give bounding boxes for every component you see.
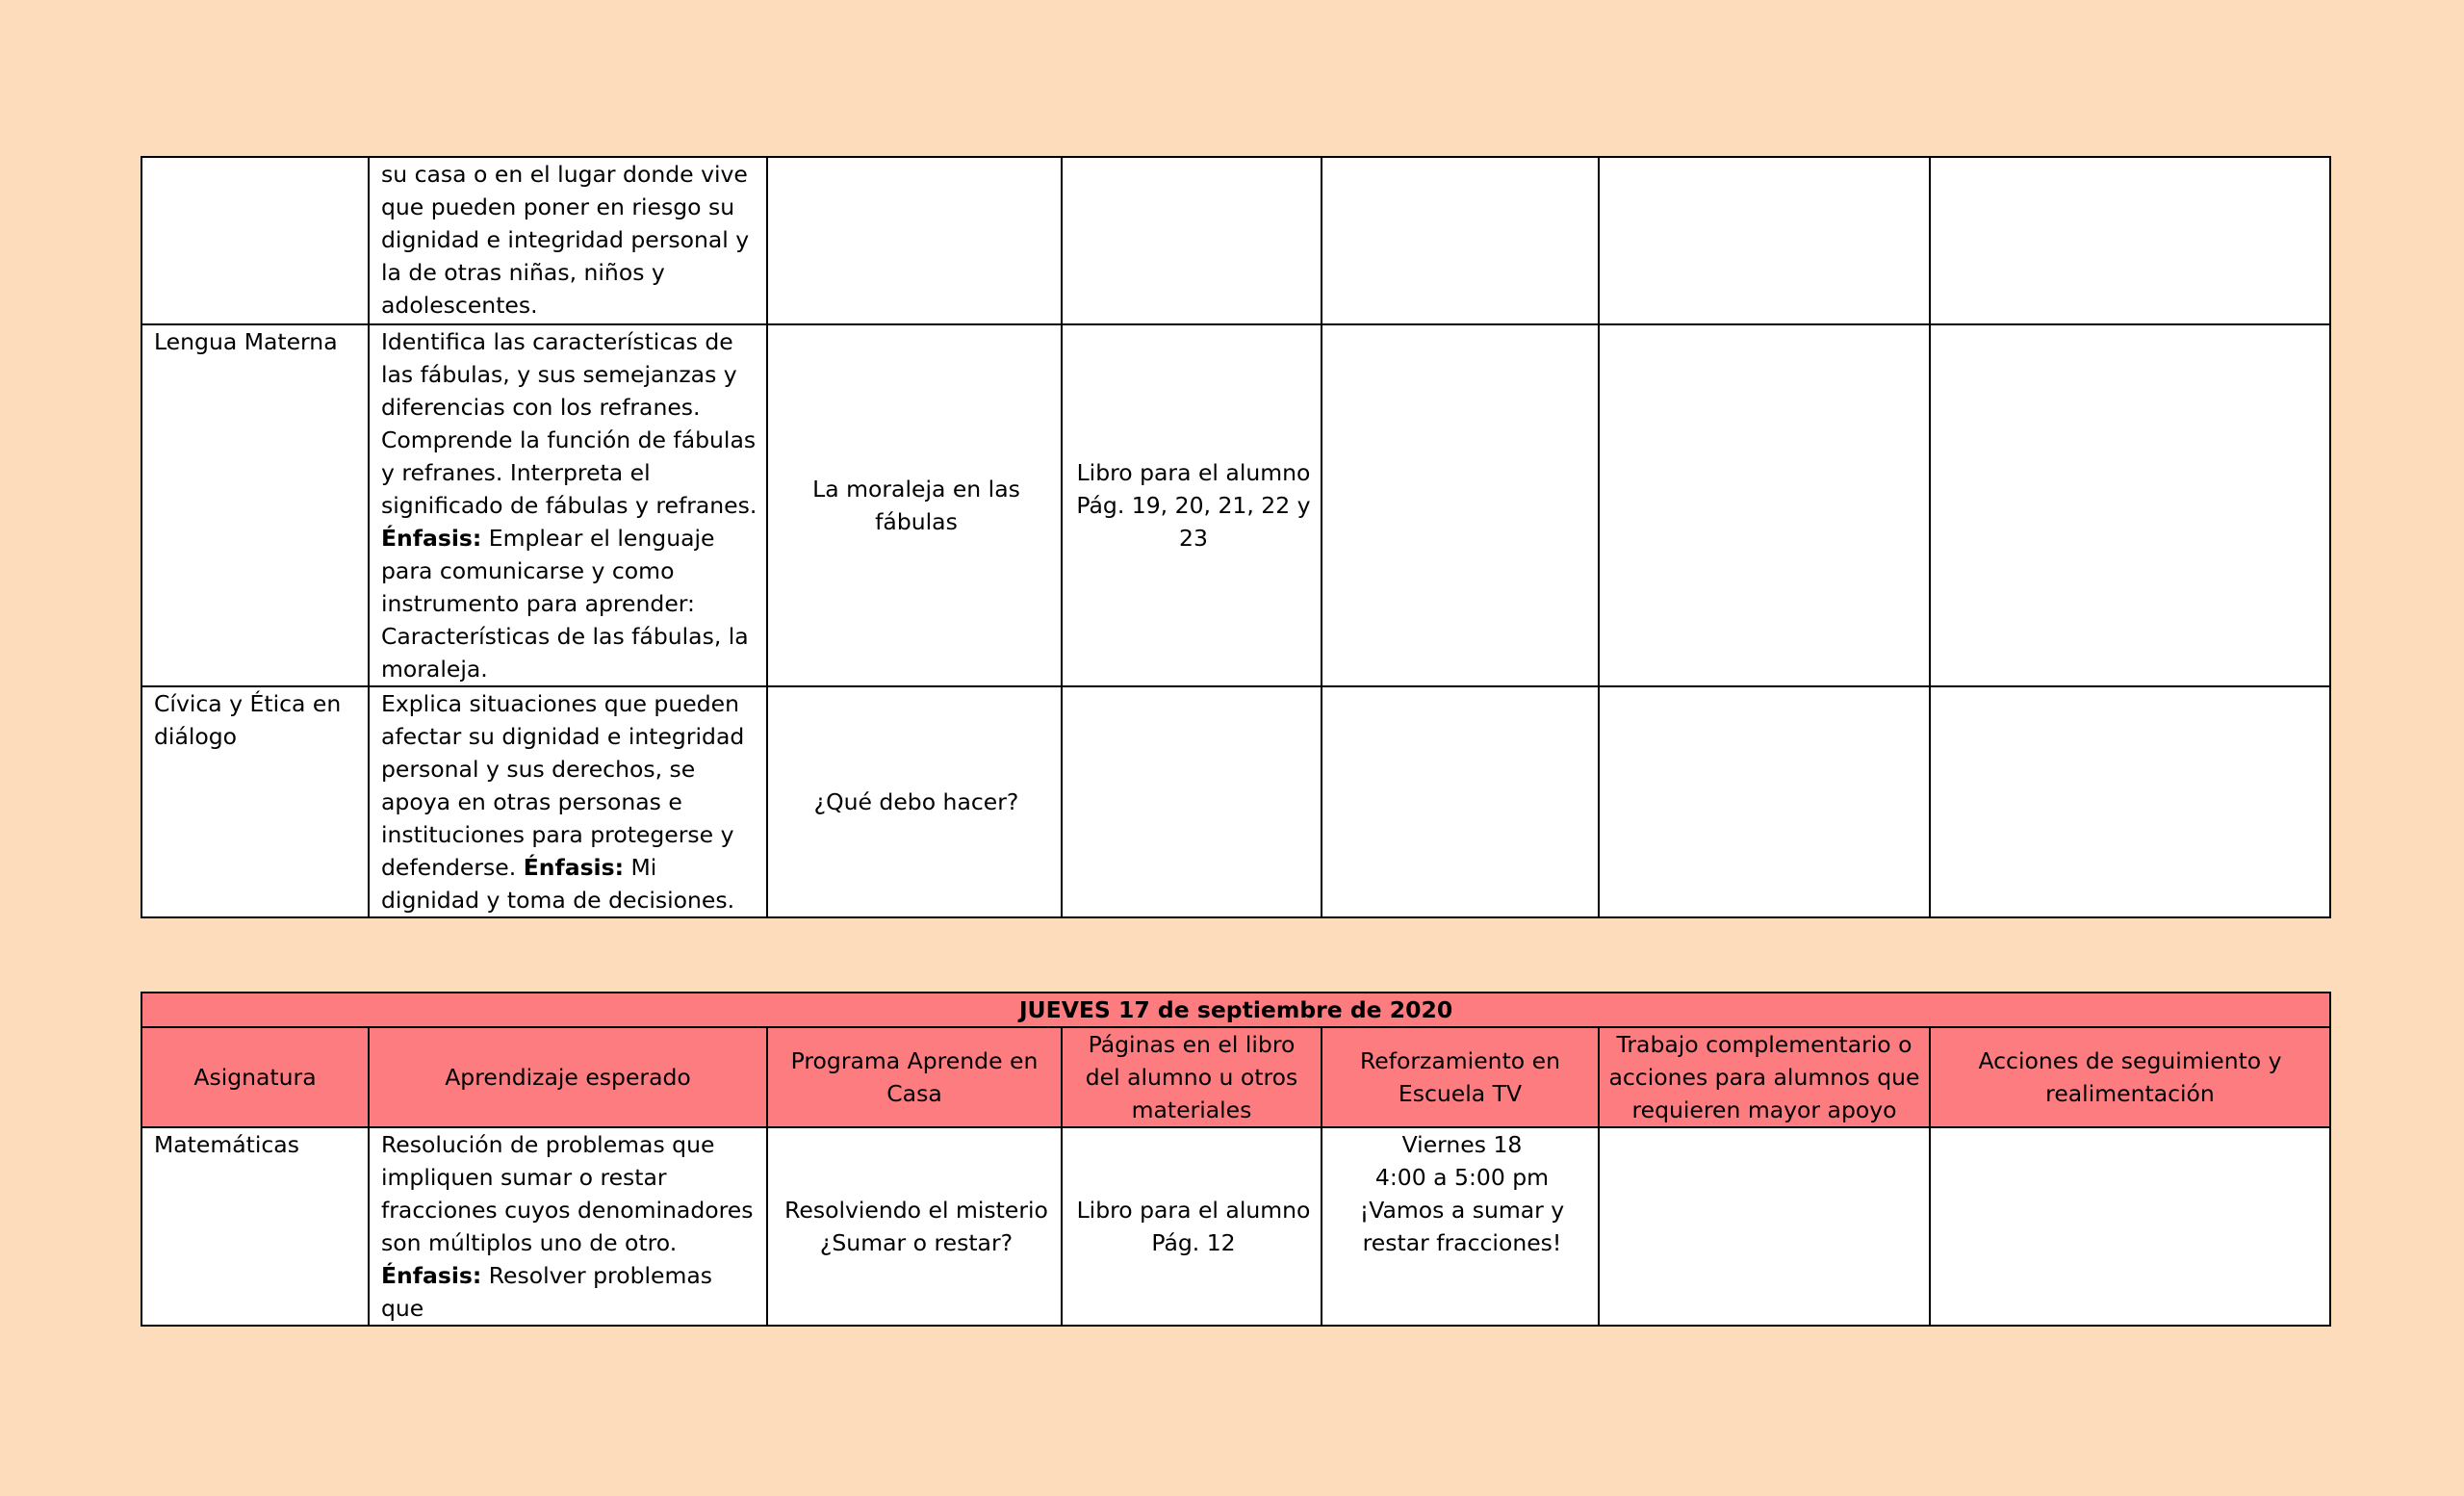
pages-cell: Libro para el alumno Pág. 19, 20, 21, 22 y 23 <box>1062 324 1322 686</box>
program-cell: Resolviendo el misterio ¿Sumar o restar? <box>767 1127 1062 1326</box>
reinforcement-time: 4:00 a 5:00 pm <box>1374 1164 1550 1191</box>
table-header-row <box>141 1027 2330 1127</box>
learning-cell <box>369 686 767 917</box>
complementary-cell <box>1599 157 1930 324</box>
program-cell: La moraleja en las fábulas <box>767 324 1062 686</box>
header-learning: Aprendizaje esperado <box>369 1027 767 1127</box>
emphasis-text: Resolver problemas que <box>381 1262 713 1322</box>
emphasis-label: Énfasis: <box>381 525 482 552</box>
reinforcement-cell <box>1322 1127 1599 1326</box>
subject-cell: Cívica y Ética en diálogo <box>141 686 369 917</box>
table-title-row <box>141 993 2330 1027</box>
followup-cell <box>1930 1127 2330 1326</box>
followup-cell <box>1930 157 2330 324</box>
subject-cell <box>141 157 369 324</box>
emphasis-text: Mi dignidad y toma de decisiones. <box>381 854 735 914</box>
table-row <box>141 1127 2330 1326</box>
header-reinforcement: Reforzamiento en Escuela TV <box>1322 1027 1599 1127</box>
pages-cell <box>1062 157 1322 324</box>
emphasis-label: Énfasis: <box>381 1262 482 1289</box>
learning-text: Resolución de problemas que impliquen sumar o restar fracciones cuyos denominadores son múltiplos uno de otro. <box>381 1131 754 1256</box>
subject-cell: Matemáticas <box>141 1127 369 1326</box>
header-program: Programa Aprende en Casa <box>767 1027 1062 1127</box>
header-pages: Páginas en el libro del alumno u otros materiales <box>1062 1027 1322 1127</box>
learning-cell <box>369 1127 767 1326</box>
table-title: JUEVES 17 de septiembre de 2020 <box>141 993 2330 1027</box>
reinforcement-cell <box>1322 157 1599 324</box>
pages-cell: Libro para el alumno Pág. 12 <box>1062 1127 1322 1326</box>
complementary-cell <box>1599 324 1930 686</box>
program-cell: ¿Qué debo hacer? <box>767 686 1062 917</box>
reinforcement-day: Viernes 18 <box>1401 1131 1523 1158</box>
header-complementary: Trabajo complementario o acciones para alumnos que requieren mayor apoyo <box>1599 1027 1930 1127</box>
table-row <box>141 324 2330 686</box>
header-subject: Asignatura <box>141 1027 369 1127</box>
header-followup: Acciones de seguimiento y realimentación <box>1930 1027 2330 1127</box>
learning-text: su casa o en el lugar donde vive que pueden poner en riesgo su dignidad e integridad personal y la de otras niñas, niños y adolescentes. <box>381 161 750 319</box>
complementary-cell <box>1599 1127 1930 1326</box>
reinforcement-cell <box>1322 686 1599 917</box>
followup-cell <box>1930 324 2330 686</box>
schedule-table-continuation <box>141 156 2331 918</box>
emphasis-text: Emplear el lenguaje para comunicarse y como instrumento para aprender: Características de las fábulas, la moraleja. <box>381 525 749 683</box>
learning-text: Identifica las características de las fábulas, y sus semejanzas y diferencias con los refranes. Comprende la función de fábulas y refranes. Interpreta el significado de fábulas y refranes. <box>381 328 757 519</box>
learning-cell <box>369 157 767 324</box>
emphasis-label: Énfasis: <box>523 854 624 881</box>
learning-cell <box>369 324 767 686</box>
reinforcement-title: ¡Vamos a sumar y restar fracciones! <box>1359 1197 1565 1256</box>
table-row <box>141 686 2330 917</box>
program-cell <box>767 157 1062 324</box>
table-row <box>141 157 2330 324</box>
pages-cell <box>1062 686 1322 917</box>
reinforcement-cell <box>1322 324 1599 686</box>
subject-cell: Lengua Materna <box>141 324 369 686</box>
learning-text: Explica situaciones que pueden afectar su dignidad e integridad personal y sus derechos, se apoya en otras personas e instituciones para protegerse y defenderse. <box>381 690 745 881</box>
schedule-table-thursday <box>141 992 2331 1327</box>
followup-cell <box>1930 686 2330 917</box>
complementary-cell <box>1599 686 1930 917</box>
